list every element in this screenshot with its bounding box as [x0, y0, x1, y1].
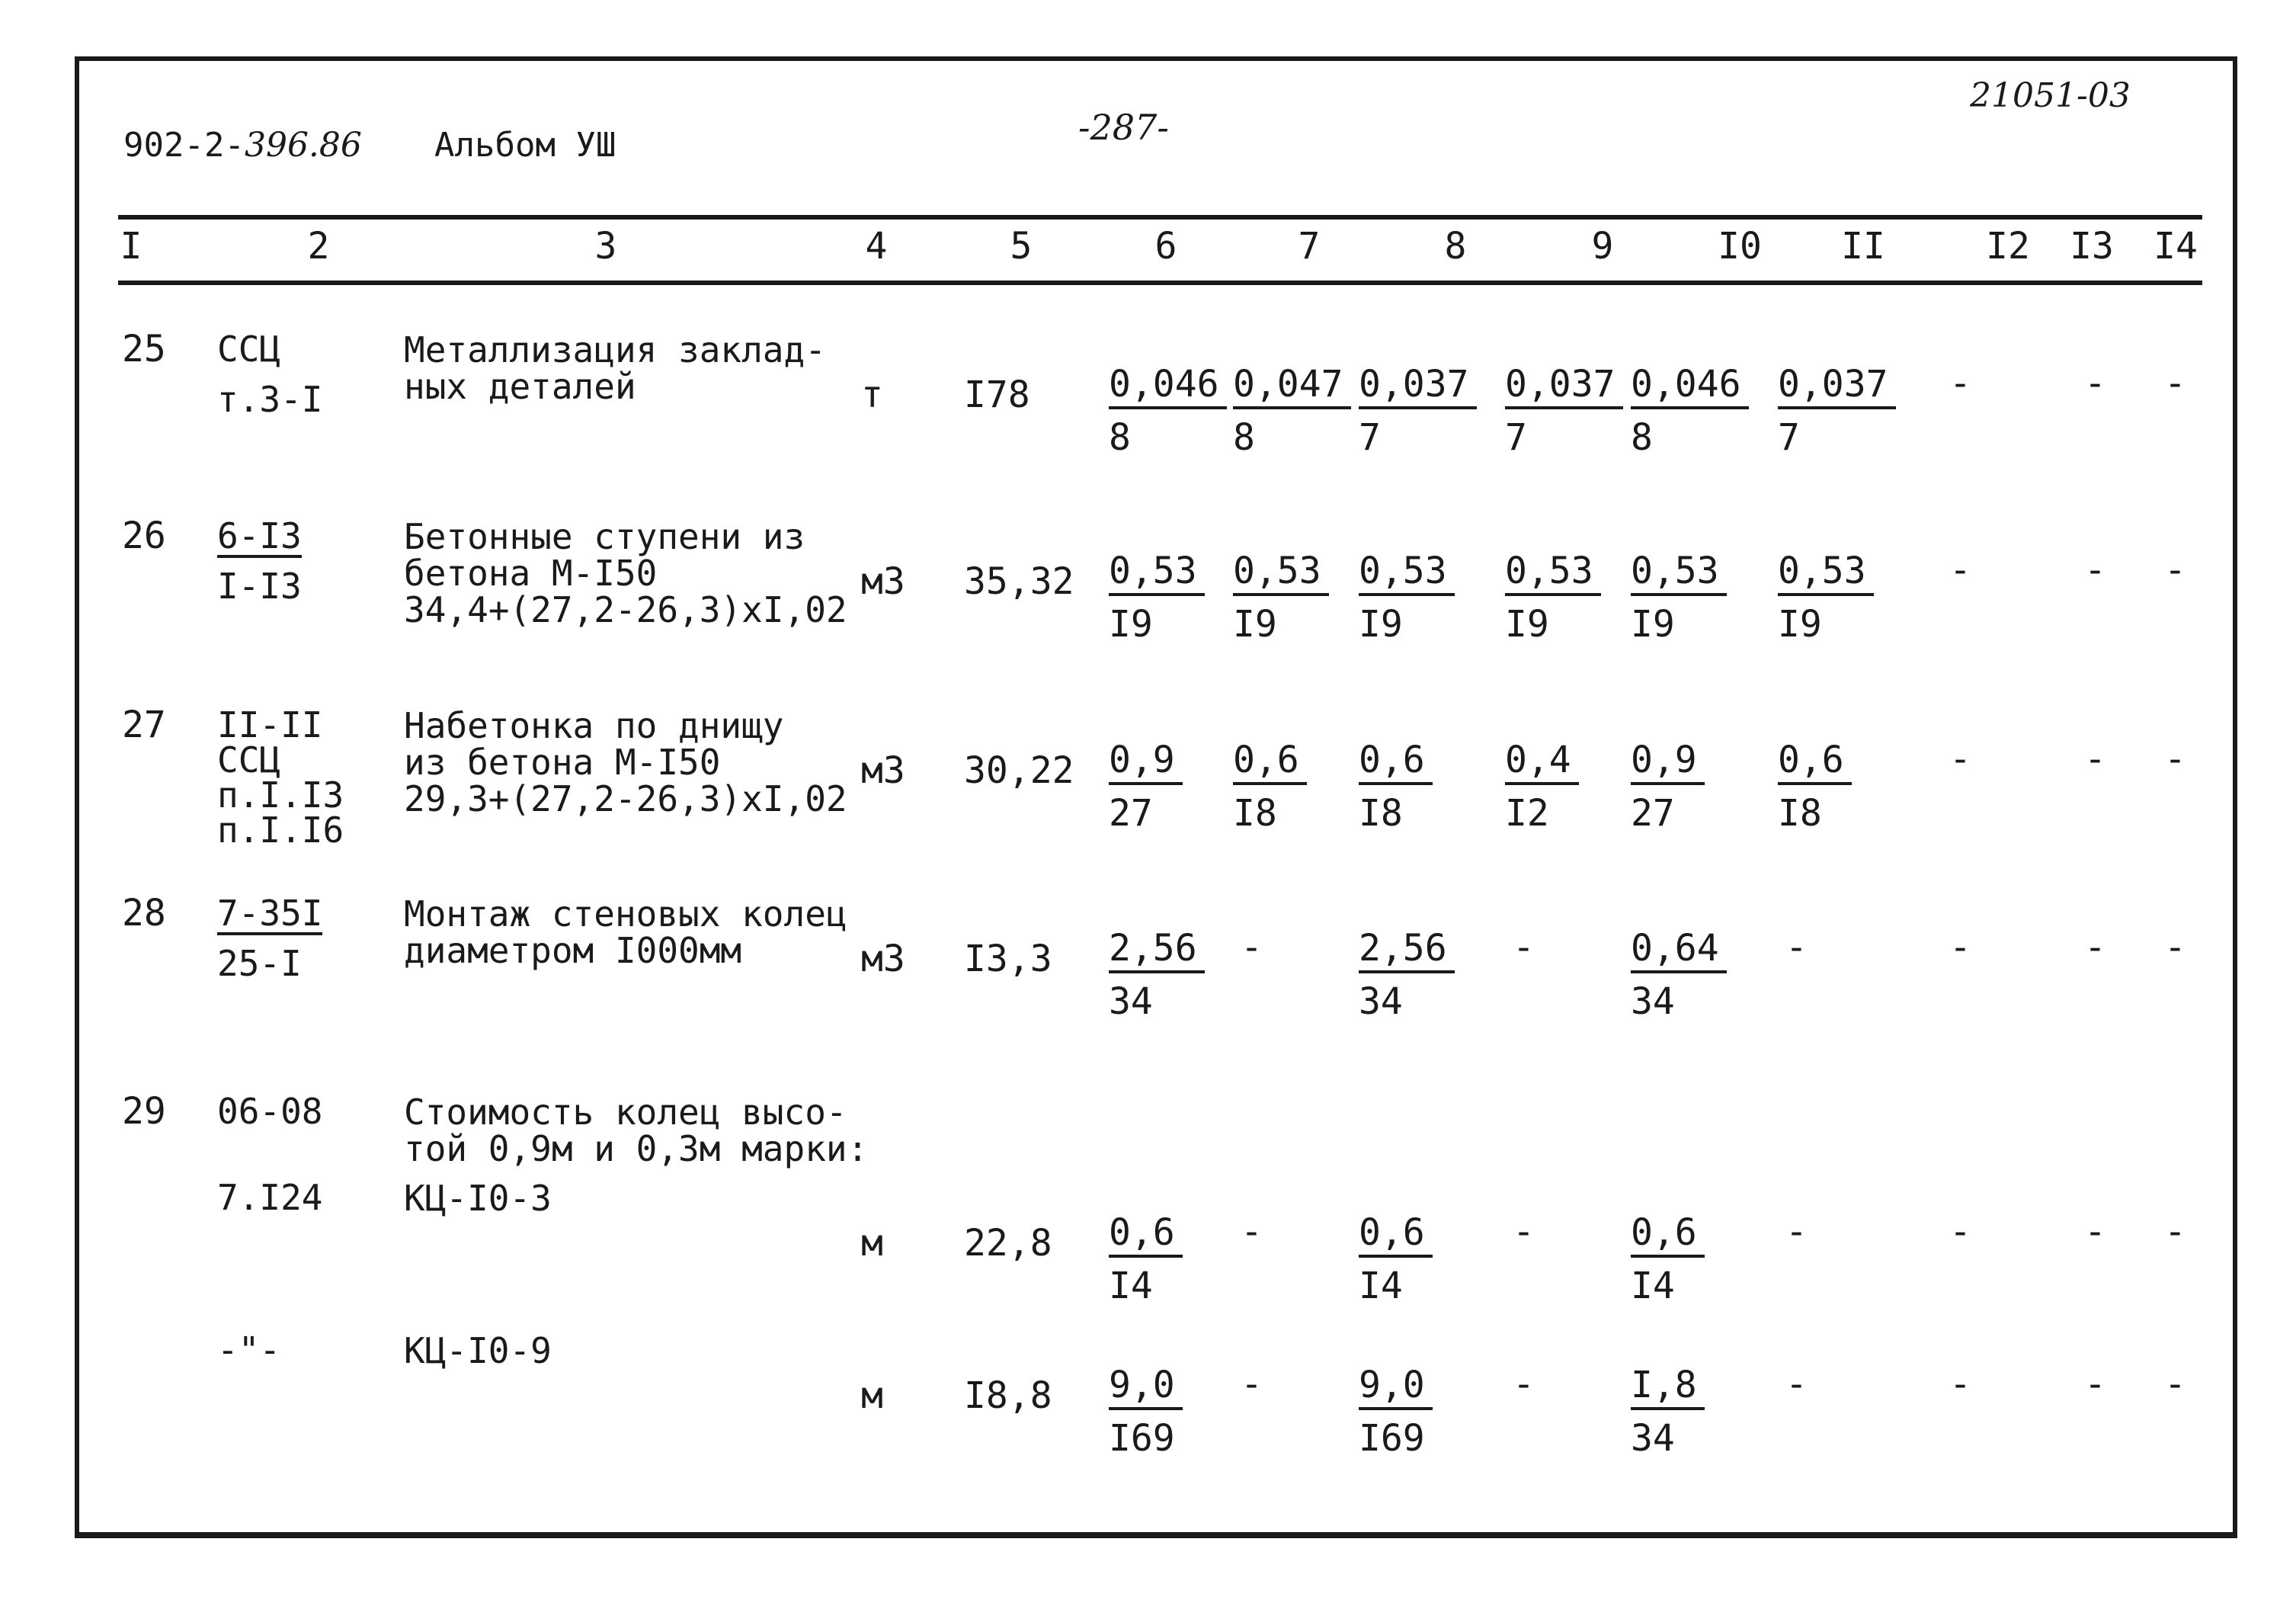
column-header-1: I: [120, 225, 142, 268]
unit-price: I8,8: [964, 1374, 1052, 1417]
quantity-fraction: [1109, 1210, 1183, 1308]
empty-dash: -: [1785, 1210, 1808, 1253]
quantity-value: 0,9: [1109, 738, 1183, 785]
quantity-value: 0,6: [1109, 1210, 1183, 1258]
quantity-value: 0,4: [1505, 738, 1579, 785]
empty-dash: -: [1949, 738, 1971, 781]
work-description: ных деталей: [404, 366, 636, 407]
quantity-value: 0,037: [1778, 362, 1896, 409]
reference-code: 6-I3: [217, 515, 302, 556]
quantity-fraction: [1778, 362, 1896, 460]
unit-price: I3,3: [964, 938, 1052, 980]
empty-dash: -: [1513, 926, 1535, 969]
column-header-7: 7: [1298, 225, 1321, 268]
series-code: [123, 126, 362, 165]
labor-value: I8: [1778, 792, 1822, 835]
series-prefix: 902-2-: [123, 126, 245, 165]
labor-value: I8: [1359, 792, 1403, 835]
work-description: 29,3+(27,2-26,3)хI,02: [404, 778, 847, 819]
empty-dash: -: [2084, 549, 2106, 592]
quantity-fraction: [1505, 362, 1623, 460]
quantity-fraction: [1233, 549, 1329, 646]
unit: м3: [861, 749, 905, 792]
empty-dash: -: [2164, 1210, 2186, 1253]
reference-code: п.I.I3: [217, 774, 344, 816]
labor-value: 27: [1109, 792, 1153, 835]
reference-code: 25-I: [217, 943, 302, 984]
quantity-fraction: [1109, 362, 1227, 460]
quantity-value: 0,53: [1505, 549, 1601, 596]
work-description: Металлизация заклад-: [404, 329, 826, 370]
labor-value: 8: [1233, 416, 1255, 459]
page-number: -287-: [1078, 107, 1169, 148]
labor-value: I4: [1631, 1265, 1675, 1307]
empty-dash: -: [2164, 926, 2186, 969]
column-header-12: I2: [1986, 225, 2030, 268]
quantity-value: 9,0: [1359, 1363, 1433, 1410]
quantity-fraction: [1109, 926, 1205, 1024]
quantity-value: 0,046: [1631, 362, 1749, 409]
labor-value: 34: [1631, 980, 1675, 1023]
empty-dash: -: [2164, 549, 2186, 592]
empty-dash: -: [1949, 1210, 1971, 1253]
column-header-4: 4: [865, 225, 888, 268]
labor-value: I9: [1631, 603, 1675, 646]
column-header-10: I0: [1718, 225, 1762, 268]
header-rule-top: [118, 215, 2202, 220]
reference-code: т.3-I: [217, 379, 323, 420]
work-description: той 0,9м и 0,3м марки:: [404, 1128, 869, 1169]
quantity-fraction: [1359, 738, 1433, 835]
quantity-fraction: [1631, 1210, 1705, 1308]
empty-dash: -: [2084, 926, 2106, 969]
labor-value: 8: [1631, 416, 1653, 459]
quantity-value: 9,0: [1109, 1363, 1183, 1410]
labor-value: 34: [1631, 1417, 1675, 1460]
empty-dash: -: [2164, 362, 2186, 405]
column-header-5: 5: [1010, 225, 1033, 268]
work-description: Монтаж стеновых колец: [404, 893, 847, 935]
column-header-9: 9: [1591, 225, 1614, 268]
labor-value: I9: [1233, 603, 1277, 646]
work-description: КЦ-I0-9: [404, 1330, 552, 1371]
quantity-fraction: [1109, 738, 1183, 835]
quantity-fraction: [1631, 362, 1749, 460]
quantity-value: 0,6: [1631, 1210, 1705, 1258]
row-number: 26: [122, 515, 166, 557]
quantity-value: 0,6: [1778, 738, 1852, 785]
quantity-value: 2,56: [1359, 926, 1455, 973]
column-header-11: II: [1841, 225, 1885, 268]
labor-value: 7: [1505, 416, 1527, 459]
unit: м3: [861, 560, 905, 603]
labor-value: 34: [1109, 980, 1153, 1023]
labor-value: 34: [1359, 980, 1403, 1023]
work-description: бетона М-I50: [404, 553, 658, 594]
row-number: 29: [122, 1090, 166, 1133]
quantity-fraction: [1109, 549, 1205, 646]
quantity-value: 0,037: [1505, 362, 1623, 409]
quantity-fraction: [1233, 362, 1351, 460]
empty-dash: -: [2084, 1363, 2106, 1406]
work-description: КЦ-I0-3: [404, 1178, 552, 1219]
unit: т: [861, 373, 883, 416]
quantity-fraction: [1359, 1210, 1433, 1308]
header-rule-bottom: [118, 281, 2202, 285]
quantity-fraction: [1778, 549, 1874, 646]
column-header-6: 6: [1154, 225, 1177, 268]
labor-value: 7: [1778, 416, 1800, 459]
work-description: из бетона М-I50: [404, 742, 721, 783]
empty-dash: -: [1949, 549, 1971, 592]
labor-value: I69: [1109, 1417, 1175, 1460]
quantity-value: 0,53: [1233, 549, 1329, 596]
reference-code: 7-35I: [217, 893, 323, 934]
empty-dash: -: [1949, 1363, 1971, 1406]
quantity-fraction: [1359, 1363, 1433, 1460]
empty-dash: -: [2084, 1210, 2106, 1253]
labor-value: I8: [1233, 792, 1277, 835]
quantity-value: 0,037: [1359, 362, 1477, 409]
labor-value: I69: [1359, 1417, 1425, 1460]
quantity-value: 0,047: [1233, 362, 1351, 409]
quantity-fraction: [1233, 738, 1307, 835]
quantity-value: 0,6: [1359, 1210, 1433, 1258]
row-number: 25: [122, 328, 166, 370]
quantity-value: 0,53: [1778, 549, 1874, 596]
unit-price: 35,32: [964, 560, 1074, 603]
empty-dash: -: [2164, 1363, 2186, 1406]
empty-dash: -: [2164, 738, 2186, 781]
labor-value: I4: [1109, 1265, 1153, 1307]
unit-price: 22,8: [964, 1222, 1052, 1265]
quantity-value: 0,53: [1359, 549, 1455, 596]
quantity-fraction: [1631, 1363, 1705, 1460]
document-number: 21051-03: [1970, 76, 2131, 115]
quantity-value: 0,6: [1359, 738, 1433, 785]
reference-code: ССЦ: [217, 739, 281, 781]
quantity-value: 0,53: [1109, 549, 1205, 596]
unit: м: [861, 1222, 883, 1265]
empty-dash: -: [1949, 926, 1971, 969]
empty-dash: -: [1241, 926, 1263, 969]
quantity-fraction: [1359, 362, 1477, 460]
reference-code: 7.I24: [217, 1177, 323, 1218]
unit-price: I78: [964, 373, 1030, 416]
reference-code: I-I3: [217, 566, 302, 607]
reference-code: ССЦ: [217, 329, 281, 370]
quantity-fraction: [1505, 738, 1579, 835]
quantity-fraction: [1109, 1363, 1183, 1460]
quantity-fraction: [1505, 549, 1601, 646]
quantity-value: 0,64: [1631, 926, 1727, 973]
work-description: Стоимость колец высо-: [404, 1092, 847, 1133]
empty-dash: -: [1513, 1210, 1535, 1253]
labor-value: I2: [1505, 792, 1549, 835]
labor-value: I9: [1505, 603, 1549, 646]
empty-dash: -: [2084, 362, 2106, 405]
unit-price: 30,22: [964, 749, 1074, 792]
column-header-3: 3: [594, 225, 617, 268]
empty-dash: -: [2084, 738, 2106, 781]
quantity-value: 2,56: [1109, 926, 1205, 973]
work-description: 34,4+(27,2-26,3)хI,02: [404, 589, 847, 630]
empty-dash: -: [1513, 1363, 1535, 1406]
column-header-8: 8: [1444, 225, 1467, 268]
quantity-value: 0,9: [1631, 738, 1705, 785]
empty-dash: -: [1949, 362, 1971, 405]
work-description: Набетонка по днищу: [404, 705, 784, 746]
work-description: диаметром I000мм: [404, 930, 742, 971]
quantity-value: 0,046: [1109, 362, 1227, 409]
quantity-fraction: [1631, 926, 1727, 1024]
quantity-fraction: [1359, 549, 1455, 646]
empty-dash: -: [1785, 1363, 1808, 1406]
column-header-2: 2: [307, 225, 330, 268]
labor-value: I9: [1109, 603, 1153, 646]
empty-dash: -: [1241, 1210, 1263, 1253]
empty-dash: -: [1241, 1363, 1263, 1406]
empty-dash: -: [1785, 926, 1808, 969]
quantity-fraction: [1778, 738, 1852, 835]
quantity-fraction: [1359, 926, 1455, 1024]
quantity-value: 0,53: [1631, 549, 1727, 596]
quantity-fraction: [1631, 738, 1705, 835]
series-handwritten: 396.86: [244, 126, 362, 165]
row-number: 28: [122, 892, 166, 935]
reference-code: -"-: [217, 1329, 281, 1371]
labor-value: 8: [1109, 416, 1131, 459]
quantity-value: 0,6: [1233, 738, 1307, 785]
labor-value: 27: [1631, 792, 1675, 835]
quantity-fraction: [1631, 549, 1727, 646]
reference-code: 06-08: [217, 1091, 323, 1132]
labor-value: 7: [1359, 416, 1381, 459]
column-header-14: I4: [2154, 225, 2198, 268]
labor-value: I4: [1359, 1265, 1403, 1307]
quantity-value: I,8: [1631, 1363, 1705, 1410]
reference-code: п.I.I6: [217, 810, 344, 851]
column-header-13: I3: [2070, 225, 2114, 268]
album-title: Альбом УШ: [434, 126, 616, 165]
labor-value: I9: [1359, 603, 1403, 646]
labor-value: I9: [1778, 603, 1822, 646]
unit: м: [861, 1374, 883, 1417]
work-description: Бетонные ступени из: [404, 516, 805, 557]
row-number: 27: [122, 704, 166, 746]
unit: м3: [861, 938, 905, 980]
reference-code: II-II: [217, 704, 323, 745]
